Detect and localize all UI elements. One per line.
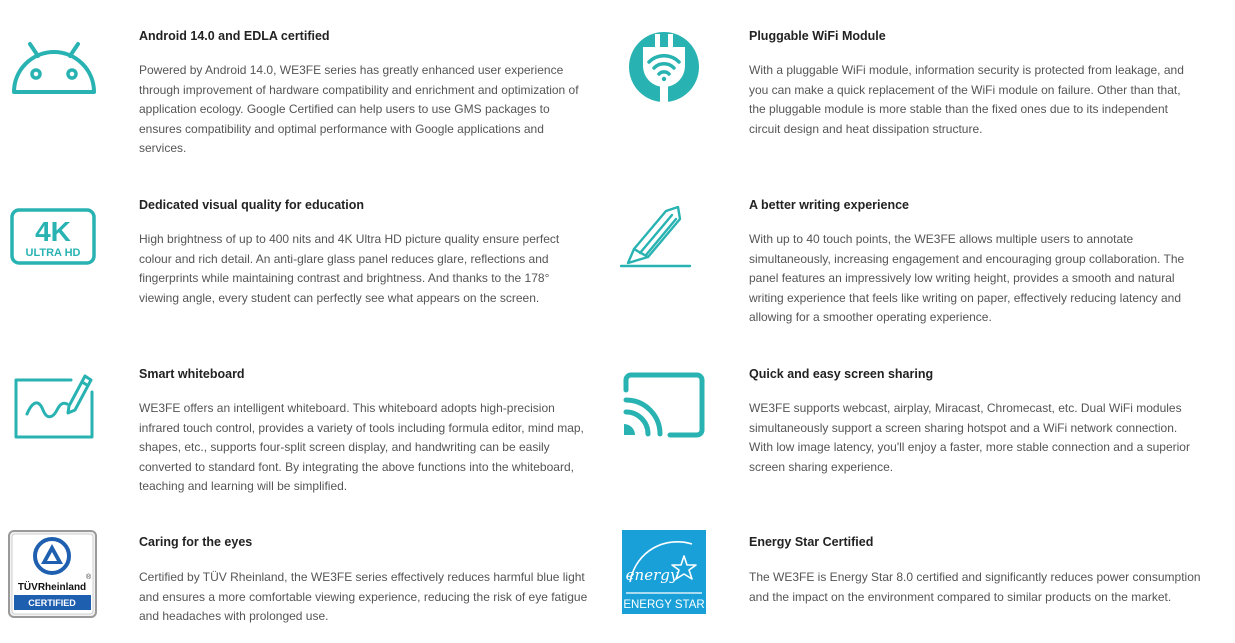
feature-title: Energy Star Certified [749,535,874,549]
feature-description: With a pluggable WiFi module, information security is protected from leakage, and you can make a quick replacement of the WiFi module on failure. Other than that, the pluggable module is more stable than the fixed ones due to its independent circuit design and heat dissipation structure. [749,63,1184,136]
energy-star-icon [622,530,706,614]
feature-title: Dedicated visual quality for education [139,198,365,212]
pencil-icon [620,205,692,269]
whiteboard-icon [13,370,95,440]
tuv-rheinland-icon [8,530,97,618]
feature-title: A better writing experience [749,198,909,212]
icon-text: ULTRA HD [25,247,81,259]
icon-text: TÜVRheinland [17,582,87,593]
feature-description: WE3FE supports webcast, airplay, Miracast, Chromecast, etc. Dual WiFi modules simultaneously support a screen sharing hotspot and a WiFi network connection. With low image latency, you'll enjoy a faster, more stable connection and a superior screen sharing experience. [749,401,1190,474]
feature-description: High brightness of up to 400 nits and 4K Ultra HD picture quality ensure perfect colour and rich detail. An anti-glare glass panel reduces glare, reflections and fingerprints while maintaining contrast and brightness. And thanks to the 178° viewing angle, every student can perfectly see what appears on the screen. [139,232,560,305]
icon-text: energy [625,566,679,584]
feature-description: With up to 40 touch points, the WE3FE allows multiple users to annotate simultaneously, increasing engagement and encouraging group collaboration. The panel features an impressively low writing height, provides a smooth and natural writing experience that feels like writing on paper, effectively reducing latency and allowing for a smoother operating experience. [749,232,1185,324]
svg-text:®: ® [86,574,92,581]
icon-text: CERTIFIED [28,598,76,608]
feature-description: WE3FE offers an intelligent whiteboard. This whiteboard adopts high-precision infrared touch control, provides a variety of tools including formula editor, mind map, shapes, etc., supports four-split screen display, and handwriting can be easily converted to standard font. By integrating the above functions into the whiteboard, teaching and learning will be simplified. [139,401,584,493]
wifi-plug-icon [627,30,701,104]
feature-title: Android 14.0 and EDLA certified [139,29,330,43]
feature-title: Quick and easy screen sharing [749,367,934,381]
icon-text: ENERGY STAR [623,599,705,611]
android-icon [10,40,98,96]
feature-title: Smart whiteboard [139,367,245,381]
feature-description: Certified by TÜV Rheinland, the WE3FE series effectively reduces harmful blue light and ensures a more comfortable viewing experience, reducing the risk of eye fatigue and headaches with prolonged use. [139,570,588,623]
icon-text: 4K [35,216,71,247]
feature-title: Pluggable WiFi Module [749,29,886,43]
4k-ultra-hd-icon [10,208,96,265]
cast-icon [622,372,706,438]
feature-description: Powered by Android 14.0, WE3FE series has greatly enhanced user experience through improvement of hardware compatibility and enrichment and optimization of application ecology. Google Certified can help users to use GMS packages to ensures compatibility and optimal performance with Google applications and services. [139,63,579,155]
feature-description: The WE3FE is Energy Star 8.0 certified and significantly reduces power consumption and the impact on the environment compared to similar products on the market. [749,570,1201,604]
feature-title: Caring for the eyes [139,535,253,549]
